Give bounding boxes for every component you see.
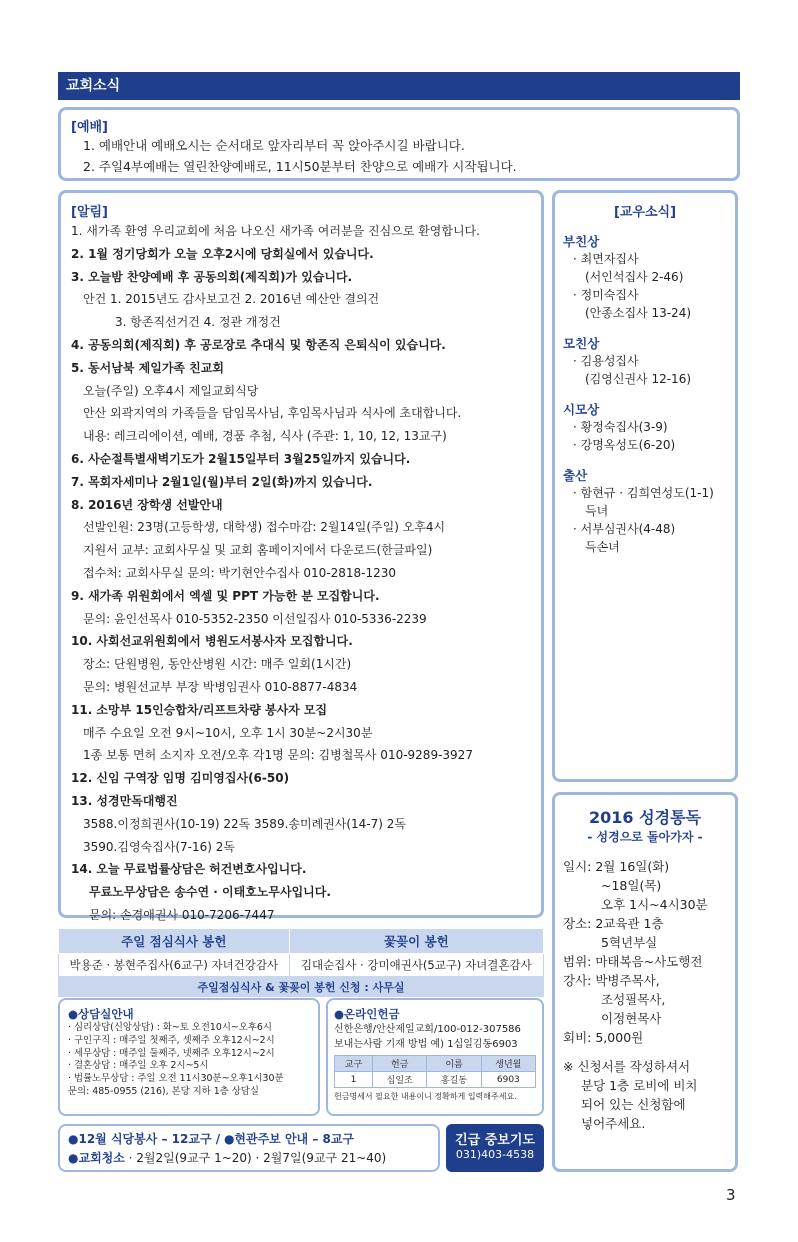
- counsel-title: ●상담실안내: [68, 1007, 134, 1021]
- bible-date: 일시: 2월 16일(화): [563, 859, 670, 874]
- online-th: 생년월: [481, 1056, 535, 1072]
- online-th: 헌금: [373, 1056, 427, 1072]
- members-box: [552, 190, 738, 782]
- notice-line: 3. 오늘밤 찬양예배 후 공동의회(제직회)가 있습니다.: [71, 269, 353, 284]
- member-item: · 정미숙집사: [573, 288, 639, 302]
- notice-line: 6. 사순절특별새벽기도가 2월15일부터 3월25일까지 있습니다.: [71, 451, 411, 466]
- online-td: 십일조: [373, 1072, 427, 1088]
- section-header: 교회소식: [58, 72, 740, 100]
- cafeteria-service: ●12월 식당봉사 – 12교구 /: [68, 1132, 221, 1146]
- page-number: 3: [726, 1186, 736, 1204]
- online-td: 6903: [481, 1072, 535, 1088]
- notice-line: 3588.이정희권사(10-19) 22독 3589.송미례권사(14-7) 2독: [83, 816, 406, 831]
- notice-line: 5. 동서남북 제일가족 친교회: [71, 360, 224, 375]
- member-item-detail: 득녀: [585, 504, 609, 518]
- offering-table: [58, 928, 544, 997]
- online-offering-box: [326, 998, 544, 1116]
- bible-range: 범위: 마태복음~사도행전: [563, 954, 703, 969]
- prayer-title: 긴급 중보기도: [455, 1133, 535, 1148]
- counsel-line: · 결혼상담 : 매주일 오후 2시~5시: [68, 1060, 209, 1072]
- member-item-detail: (안종소집사 13-24): [585, 306, 692, 320]
- notice-line: 문의: 손경애권사 010-7206-7447: [89, 907, 275, 922]
- bible-note: 넣어주세요.: [581, 1116, 646, 1131]
- notice-line: 접수처: 교회사무실 문의: 박기현안수집사 010-2818-1230: [83, 565, 397, 580]
- cleaning-date: · 2월2일(9교구 1~20): [128, 1151, 252, 1165]
- notice-line: 문의: 병원선교부 부장 박병임권사 010-8877-4834: [83, 679, 358, 694]
- member-category: 모친상: [563, 336, 600, 351]
- notice-line: 지원서 교부: 교회사무실 및 교회 홈페이지에서 다운로드(한글파일): [83, 543, 433, 558]
- online-method: 보내는사람 기재 방법 예) 1십일김동6903: [334, 1039, 518, 1050]
- notices-box: [58, 190, 544, 922]
- bible-note: 되어 있는 신청함에: [581, 1097, 686, 1112]
- bible-date-cont: 오후 1시~4시30분: [601, 897, 708, 912]
- notice-line: 11. 소망부 15인승합차/리프트차량 봉사자 모집: [71, 702, 328, 717]
- bible-note: ※ 신청서를 작성하셔서: [563, 1059, 691, 1074]
- member-item: · 최면자집사: [573, 252, 639, 266]
- notice-line: 9. 새가족 위원회에서 엑셀 및 PPT 가능한 분 모집합니다.: [71, 588, 380, 603]
- notice-line: 3590.김영숙집사(7-16) 2독: [83, 839, 235, 854]
- notice-line: 장소: 단원병원, 동안산병원 시간: 매주 일회(1시간): [83, 657, 352, 672]
- notice-line: 오늘(주일) 오후4시 제일교회식당: [83, 383, 259, 398]
- service-line: [68, 1130, 430, 1149]
- bible-reading-box: [552, 792, 738, 1172]
- prayer-request-box: [446, 1124, 544, 1172]
- member-category: 출산: [563, 468, 588, 483]
- notice-line: 무료노무상담은 송수연 · 이태호노무사입니다.: [89, 885, 331, 900]
- bible-date-cont: ~18일(목): [601, 878, 662, 893]
- bible-teacher-cont: 조성필목사,: [601, 992, 666, 1007]
- counsel-line: · 법률노무상담 : 주일 오전 11시30분~오후1시30분: [68, 1073, 284, 1085]
- cleaning-date: · 2월7일(9교구 21~40): [255, 1151, 387, 1165]
- bible-place: 장소: 2교육관 1층: [563, 916, 664, 931]
- counsel-line: · 심리상담(신앙상담) : 화~토 오전10시~오후6시: [68, 1022, 272, 1033]
- notice-line: 선발인원: 23명(고등학생, 대학생) 접수마감: 2월14일(주일) 오후4시: [83, 520, 446, 535]
- online-account: 신한은행/안산제일교회/100-012-307586: [334, 1024, 521, 1035]
- counsel-box: [58, 998, 320, 1116]
- notice-line: 매주 수요일 오전 9시~10시, 오후 1시 30분~2시30분: [83, 725, 373, 740]
- online-td: 1: [335, 1072, 373, 1088]
- online-title: ●온라인헌금: [334, 1007, 400, 1021]
- notice-line: 8. 2016년 장학생 선발안내: [71, 497, 223, 512]
- member-item-detail: (서인석집사 2-46): [585, 270, 684, 284]
- bible-title: 2016 성경통독: [589, 808, 701, 827]
- bible-subtitle: - 성경으로 돌아가자 -: [587, 830, 703, 844]
- bible-teacher-cont: 이정현목사: [601, 1011, 662, 1026]
- counsel-line: 문의: 485-0955 (216), 본당 지하 1층 상담실: [68, 1085, 259, 1097]
- lunch-value: 박용준 · 봉현주집사(6교구) 자녀건강감사: [59, 954, 290, 977]
- flower-value: 김대순집사 · 강미애권사(5교구) 자녀결혼감사: [289, 954, 543, 977]
- member-item-detail: 득손녀: [585, 540, 620, 554]
- notice-line: 12. 신임 구역장 임명 김미영집사(6-50): [71, 771, 290, 786]
- notice-line: 2. 1월 정기당회가 오늘 오후2시에 당회실에서 있습니다.: [71, 246, 374, 261]
- bible-place-cont: 5혁년부실: [601, 935, 658, 950]
- notice-line: 안산 외곽지역의 가족들을 담임목사님, 후임목사님과 식사에 초대합니다.: [83, 406, 462, 421]
- lunch-header: 주일 점심식사 봉헌: [59, 929, 290, 954]
- online-example-table: [334, 1055, 536, 1088]
- worship-box: [58, 107, 740, 181]
- member-category: 부친상: [563, 234, 600, 249]
- members-title: [교우소식]: [613, 205, 677, 220]
- notice-line: 내용: 레크리에이션, 예배, 경품 추첨, 식사 (주관: 1, 10, 12, 13교구): [83, 429, 447, 444]
- service-box: [58, 1124, 440, 1172]
- member-item-detail: (김영신권사 12-16): [585, 372, 692, 386]
- counsel-line: · 세무상담 : 매주일 둘째주, 넷째주 오후12시~2시: [68, 1047, 275, 1059]
- cleaning-label: ●교회청소: [68, 1151, 125, 1165]
- counsel-line: · 구인구직 : 매주일 첫째주, 셋째주 오후12시~2시: [68, 1034, 275, 1046]
- notice-line: 3. 항존직선거건 4. 정관 개정건: [115, 315, 281, 330]
- online-th: 교구: [335, 1056, 373, 1072]
- member-item: · 김용성집사: [573, 354, 639, 368]
- lobby-bulletin: ●현관주보 안내 – 8교구: [223, 1132, 355, 1146]
- member-item: · 서부심권사(4-48): [573, 522, 676, 536]
- member-item: · 황정숙집사(3-9): [573, 420, 668, 434]
- notice-line: 1. 새가족 환영 우리교회에 처음 나오신 새가족 여러분을 진심으로 환영합니다.: [71, 224, 480, 238]
- offering-note: 주일점심식사 & 꽃꽂이 봉헌 신청 : 사무실: [58, 977, 544, 997]
- flower-header: 꽃꽂이 봉헌: [289, 929, 543, 954]
- member-item: · 강명옥성도(6-20): [573, 438, 676, 452]
- bible-fee: 회비: 5,000원: [563, 1030, 644, 1045]
- notices-title: [알림]: [71, 205, 108, 220]
- member-category: 시모상: [563, 402, 600, 417]
- member-item: · 함현규 · 김희연성도(1-1): [573, 486, 714, 500]
- worship-line: 1. 예배안내 예배오시는 순서대로 앞자리부터 꼭 앉아주시길 바랍니다.: [83, 138, 465, 153]
- online-td: 홍길동: [427, 1072, 481, 1088]
- notice-line: 14. 오늘 무료법률상담은 허건변호사입니다.: [71, 862, 307, 877]
- bible-note: 분당 1층 로비에 비치: [581, 1078, 698, 1093]
- notice-line: 1종 보통 면허 소지자 오전/오후 각1명 문의: 김병철목사 010-9289-3927: [83, 748, 473, 763]
- notice-line: 안건 1. 2015년도 감사보고건 2. 2016년 예산안 결의건: [83, 292, 380, 307]
- notice-line: 문의: 윤인선목사 010-5352-2350 이선일집사 010-5336-2239: [83, 611, 427, 626]
- notice-line: 4. 공동의회(제직회) 후 공로장로 추대식 및 항존직 은퇴식이 있습니다.: [71, 337, 446, 352]
- worship-line: 2. 주일4부예배는 열린찬양예배로, 11시50분부터 찬양으로 예배가 시작됩니다.: [83, 159, 517, 174]
- worship-title: [예배]: [71, 120, 108, 135]
- notice-line: 7. 목회자세미나 2월1일(월)부터 2일(화)까지 있습니다.: [71, 474, 373, 489]
- online-th: 이름: [427, 1056, 481, 1072]
- service-line: [68, 1149, 430, 1168]
- notice-line: 10. 사회선교위원회에서 병원도서봉사자 모집합니다.: [71, 634, 353, 649]
- online-footnote: 헌금명세서 필요한 내용이니 정확하게 입력해주세요.: [334, 1092, 517, 1101]
- notice-line: 13. 성경만독대행진: [71, 793, 178, 808]
- prayer-phone: 031)403-4538: [455, 1148, 535, 1161]
- bible-teacher: 강사: 박병주목사,: [563, 973, 660, 988]
